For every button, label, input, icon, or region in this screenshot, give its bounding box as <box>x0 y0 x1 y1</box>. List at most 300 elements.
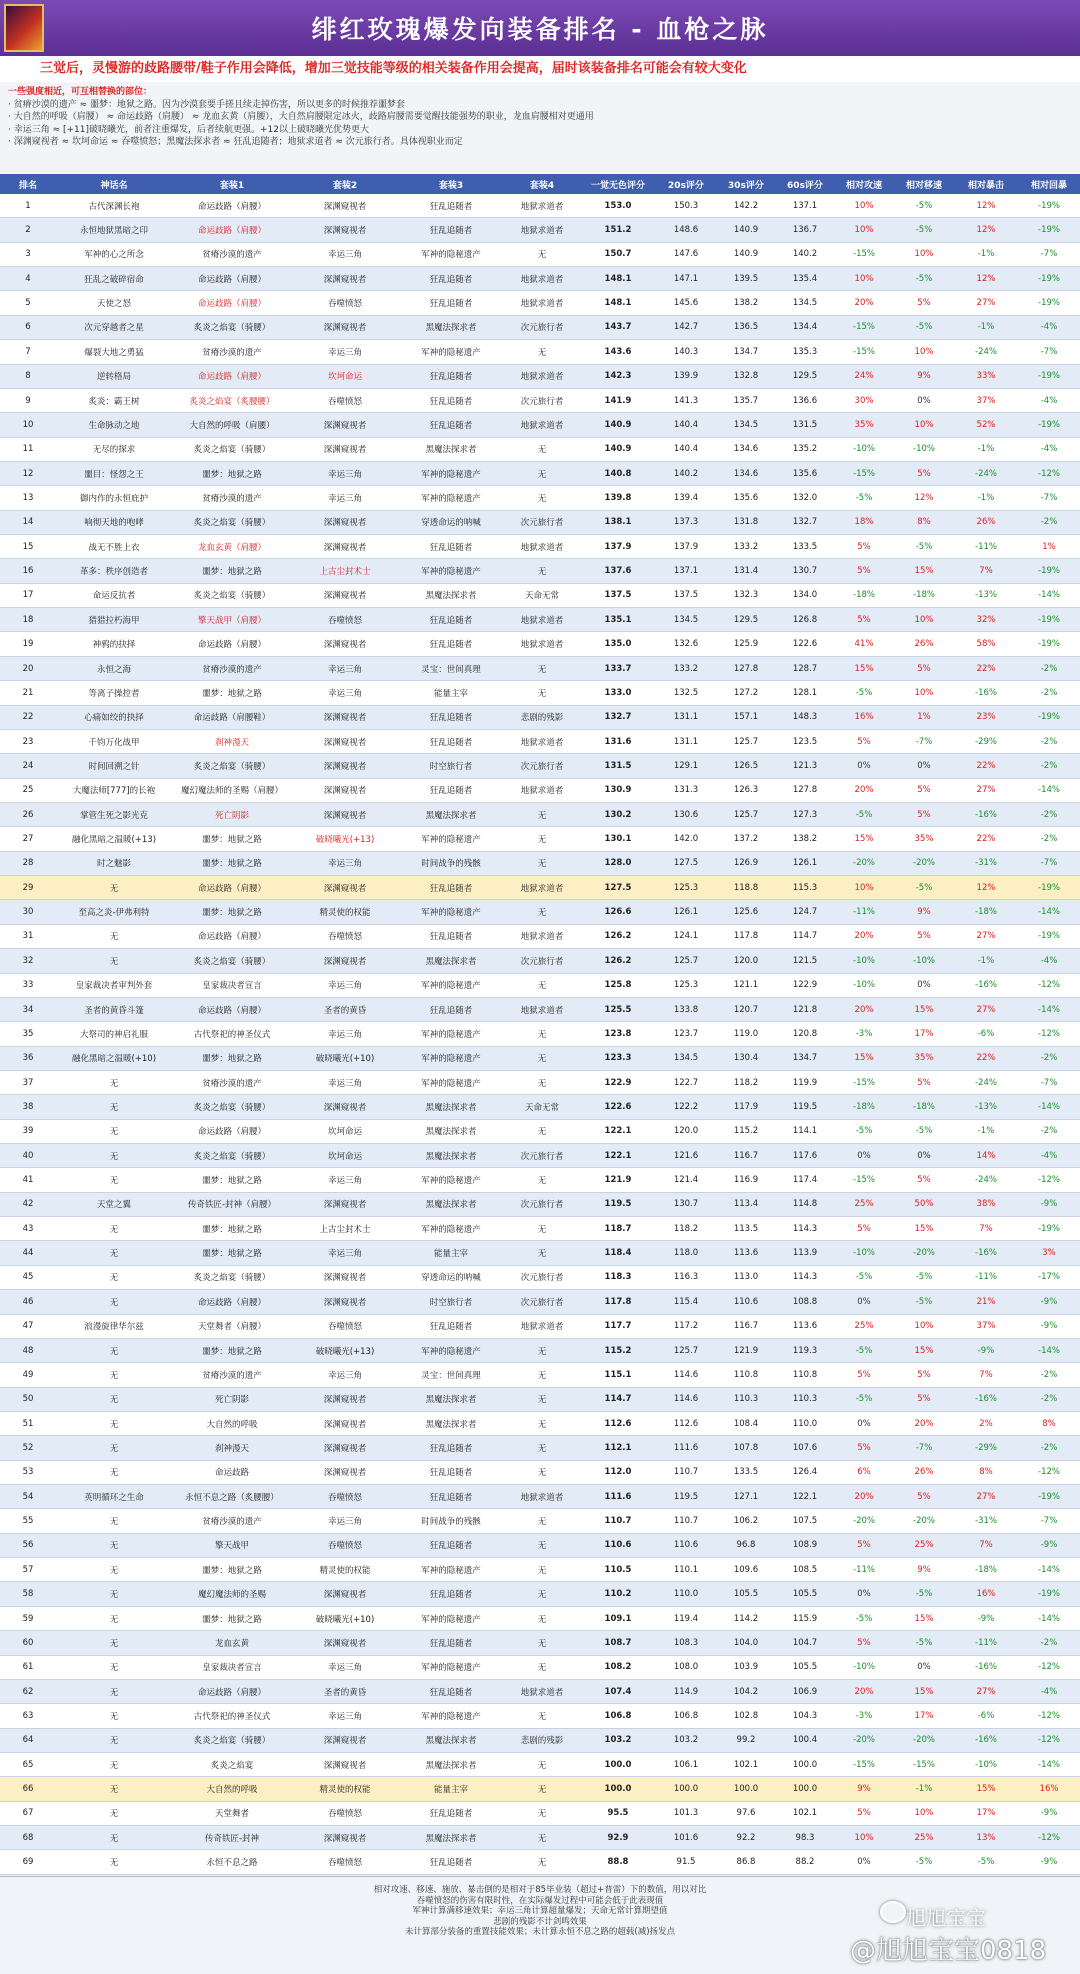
cell-score: 135.0 <box>604 639 632 650</box>
cell-score-60s: 135.3 <box>792 346 818 357</box>
cell-set2: 深渊窥视者 <box>323 445 367 456</box>
cell-score-60s: 127.8 <box>792 785 818 796</box>
cell-crit-dmg: -2% <box>1040 1369 1058 1380</box>
cell-crit-dmg: -14% <box>1038 1101 1060 1112</box>
cell-score: 112.1 <box>604 1443 632 1453</box>
cell-move-speed: -15% <box>913 1759 935 1770</box>
cell-set3: 狂乱追随者 <box>429 615 473 626</box>
cell-crit: 13% <box>976 1832 996 1843</box>
cell-score-20s: 139.4 <box>673 492 699 503</box>
table-row <box>0 1388 1080 1412</box>
cell-crit-dmg: -19% <box>1038 273 1060 284</box>
cell-set4: 次元旅行者 <box>520 1273 564 1284</box>
cell-crit-dmg: -2% <box>1040 1126 1058 1137</box>
cell-atk-speed: 6% <box>857 1467 871 1478</box>
cell-atk-speed: -20% <box>853 1735 875 1746</box>
cell-crit: 27% <box>976 298 996 309</box>
cell-score: 110.6 <box>604 1540 632 1551</box>
cell-move-speed: 10% <box>914 614 934 625</box>
cell-mythic: 永恒之海 <box>96 664 131 675</box>
table-row <box>0 1582 1080 1606</box>
cell-score: 118.7 <box>604 1223 632 1234</box>
table-row <box>0 706 1080 730</box>
cell-score-20s: 91.5 <box>676 1857 696 1868</box>
cell-set3: 狂乱追随者 <box>429 883 473 894</box>
cell-atk-speed: -20% <box>853 1516 875 1527</box>
table-row <box>0 584 1080 608</box>
cell-set3: 狂乱追随者 <box>429 1444 473 1454</box>
table-row <box>0 438 1080 462</box>
cell-crit: -9% <box>977 1345 995 1356</box>
footer-line: 吞噬愤怒的伤害有限时性，在实际爆发过程中可能会低于此表现值 <box>416 1895 664 1906</box>
cell-rank: 55 <box>22 1516 34 1527</box>
cell-set3: 黑魔法探求者 <box>425 1127 477 1138</box>
table-row <box>0 754 1080 778</box>
table-row <box>0 1290 1080 1314</box>
cell-mythic: 无 <box>109 1858 119 1869</box>
cell-score-60s: 108.9 <box>792 1540 818 1551</box>
cell-move-speed: 0% <box>917 980 931 991</box>
cell-score-60s: 133.5 <box>792 541 818 552</box>
cell-atk-speed: 10% <box>854 273 874 284</box>
cell-set4: 无 <box>537 908 547 919</box>
cell-rank: 28 <box>22 858 34 869</box>
cell-rank: 2 <box>25 225 31 236</box>
cell-atk-speed: 5% <box>857 736 871 747</box>
cell-set4: 地狱求道者 <box>520 274 564 285</box>
cell-set2: 精灵使的权能 <box>319 908 371 919</box>
cell-set2: 幸运三角 <box>327 981 362 992</box>
cell-crit-dmg: -4% <box>1040 444 1058 455</box>
cell-score: 100.0 <box>604 1759 632 1770</box>
cell-score: 114.7 <box>604 1394 632 1405</box>
cell-score-20s: 110.1 <box>673 1564 699 1575</box>
cell-crit-dmg: -2% <box>1040 517 1058 528</box>
cell-set3: 军神的隐秘遗产 <box>421 469 481 480</box>
cell-set3: 黑魔法探求者 <box>425 956 477 967</box>
cell-mythic: 爆裂大地之勇猛 <box>84 347 144 358</box>
cell-rank: 19 <box>22 639 34 650</box>
cell-crit: 12% <box>976 200 996 211</box>
cell-set3: 黑魔法探求者 <box>425 1102 477 1113</box>
cell-crit: 38% <box>976 1199 996 1210</box>
cell-score-30s: 140.9 <box>733 249 759 260</box>
cell-set3: 狂乱追随者 <box>429 713 473 724</box>
cell-score: 140.9 <box>604 419 632 430</box>
cell-crit-dmg: -4% <box>1040 1686 1058 1697</box>
cell-mythic: 军神的心之所念 <box>84 250 144 261</box>
cell-atk-speed: -15% <box>853 468 875 479</box>
cell-crit: -1% <box>977 1126 995 1137</box>
col-header-set4: 套装4 <box>529 180 555 191</box>
cell-score: 106.8 <box>604 1710 632 1721</box>
cell-crit-dmg: -19% <box>1038 566 1060 577</box>
cell-atk-speed: -10% <box>853 955 875 966</box>
cell-set3: 狂乱追随者 <box>429 274 473 285</box>
cell-score: 122.9 <box>604 1077 632 1088</box>
cell-score-20s: 110.6 <box>673 1540 699 1551</box>
cell-mythic: 无 <box>109 956 119 967</box>
cell-set2: 深渊窥视者 <box>323 1297 367 1308</box>
cell-rank: 44 <box>22 1248 34 1259</box>
cell-set1: 噩梦：地狱之路 <box>202 688 262 699</box>
cell-move-speed: -5% <box>915 1272 933 1283</box>
cell-move-speed: -10% <box>913 444 935 455</box>
cell-set1: 死亡阴影 <box>214 1395 249 1406</box>
cell-atk-speed: -15% <box>853 249 875 260</box>
cell-set3: 狂乱追随者 <box>429 1858 473 1869</box>
cell-crit-dmg: -14% <box>1038 1759 1060 1770</box>
cell-set4: 无 <box>537 1468 547 1479</box>
cell-score-20s: 140.4 <box>673 444 699 455</box>
col-header-move-speed: 相对移速 <box>905 180 942 191</box>
cell-crit-dmg: -12% <box>1038 1735 1060 1746</box>
cell-rank: 67 <box>22 1808 34 1819</box>
cell-atk-speed: 25% <box>854 1321 874 1332</box>
cell-crit-dmg: -2% <box>1040 1053 1058 1064</box>
cell-set4: 无 <box>537 1711 547 1722</box>
cell-score-60s: 140.2 <box>792 249 818 260</box>
table-row <box>0 1047 1080 1071</box>
cell-rank: 37 <box>22 1077 34 1088</box>
cell-atk-speed: 24% <box>854 371 874 382</box>
cell-mythic: 古代深渊长袍 <box>88 201 140 212</box>
cell-crit-dmg: -14% <box>1038 907 1060 918</box>
cell-crit: 37% <box>976 395 996 406</box>
cell-atk-speed: 5% <box>857 1637 871 1648</box>
cell-score-60s: 106.9 <box>792 1686 818 1697</box>
cell-score: 92.9 <box>607 1832 629 1843</box>
cell-crit: -13% <box>975 1101 997 1112</box>
cell-set3: 黑魔法探求者 <box>425 1419 477 1430</box>
cell-score-60s: 135.6 <box>792 468 818 479</box>
cell-rank: 51 <box>22 1418 34 1429</box>
footer-line: 悲剧的残影不计剑鸣效果 <box>493 1916 587 1927</box>
cell-crit: -11% <box>975 1272 997 1283</box>
cell-score: 121.9 <box>604 1175 632 1186</box>
cell-set2: 幸运三角 <box>327 1711 362 1722</box>
cell-move-speed: -7% <box>915 1443 933 1453</box>
cell-set2: 精灵使的权能 <box>319 1565 371 1576</box>
cell-set4: 无 <box>537 567 547 578</box>
cell-score-60s: 98.3 <box>795 1832 815 1843</box>
cell-set3: 军神的隐秘遗产 <box>421 1078 481 1089</box>
cell-score: 142.3 <box>604 371 632 382</box>
cell-set4: 次元旅行者 <box>520 956 564 967</box>
cell-score-30s: 134.6 <box>733 468 759 479</box>
cell-set2: 破晓曦光(+13) <box>315 1346 375 1357</box>
cell-crit-dmg: -12% <box>1038 1028 1060 1039</box>
cell-atk-speed: 10% <box>854 200 874 211</box>
cell-set3: 能量主宰 <box>433 1785 468 1796</box>
cell-set3: 狂乱追随者 <box>429 932 473 943</box>
table-row <box>0 1777 1080 1801</box>
cell-rank: 13 <box>22 492 34 503</box>
cell-move-speed: -5% <box>915 1637 933 1648</box>
cell-set2: 上古尘封术士 <box>319 567 371 578</box>
cell-crit: 27% <box>976 931 996 942</box>
cell-set1: 命运歧路（肩腰） <box>197 932 266 943</box>
cell-crit-dmg: -12% <box>1038 980 1060 991</box>
cell-set3: 狂乱追随者 <box>429 786 473 797</box>
cell-move-speed: 10% <box>914 346 934 357</box>
cell-set4: 无 <box>537 1370 547 1381</box>
cell-score: 148.1 <box>604 298 632 309</box>
cell-rank: 45 <box>22 1272 34 1283</box>
cell-score-20s: 120.0 <box>673 1126 699 1137</box>
cell-set3: 军神的隐秘遗产 <box>421 1614 481 1625</box>
cell-set1: 命运歧路（肩腰） <box>197 1297 266 1308</box>
cell-score: 150.7 <box>604 249 632 260</box>
cell-score-60s: 102.1 <box>792 1808 818 1819</box>
cell-move-speed: 10% <box>914 1808 934 1819</box>
cell-set4: 地狱求道者 <box>520 1687 564 1698</box>
cell-score-60s: 120.8 <box>792 1028 818 1039</box>
cell-set4: 地狱求道者 <box>520 372 564 383</box>
cell-atk-speed: 9% <box>857 1784 871 1795</box>
cell-crit: 7% <box>979 1369 993 1380</box>
cell-move-speed: 50% <box>914 1199 934 1210</box>
cell-set4: 无 <box>537 1590 547 1601</box>
table-row <box>0 998 1080 1022</box>
cell-crit: -31% <box>975 858 997 869</box>
cell-set3: 狂乱追随者 <box>429 737 473 748</box>
cell-score: 133.7 <box>604 663 632 674</box>
cell-set2: 圣者的黄昏 <box>323 1687 367 1698</box>
cell-set3: 穿透命运的呐喊 <box>421 1273 481 1284</box>
cell-score: 112.6 <box>604 1418 632 1429</box>
cell-rank: 3 <box>25 249 31 260</box>
cell-score: 126.2 <box>604 931 632 942</box>
cell-crit-dmg: -4% <box>1040 1150 1058 1161</box>
cell-move-speed: 1% <box>917 712 931 723</box>
cell-score: 130.2 <box>604 809 632 820</box>
cell-crit: -9% <box>977 1613 995 1624</box>
cell-set2: 深渊窥视者 <box>323 810 367 821</box>
cell-mythic: 生命脉动之地 <box>88 420 140 431</box>
cell-set4: 无 <box>537 1395 547 1406</box>
cell-move-speed: -5% <box>915 1589 933 1600</box>
cell-score-60s: 130.7 <box>792 566 818 577</box>
cell-set3: 狂乱追随者 <box>429 1322 473 1333</box>
cell-set4: 无 <box>537 1833 547 1844</box>
cell-score-30s: 100.0 <box>733 1784 759 1795</box>
cell-set4: 无 <box>537 1565 547 1576</box>
cell-set2: 深渊窥视者 <box>323 542 367 553</box>
cell-score: 126.6 <box>604 907 632 918</box>
cell-set1: 命运歧路（肩腰） <box>197 1127 266 1138</box>
cell-set2: 深渊窥视者 <box>323 591 367 602</box>
cell-score-30s: 127.2 <box>733 687 759 698</box>
cell-set2: 坎坷命运 <box>327 372 362 383</box>
cell-set4: 地狱求道者 <box>520 542 564 553</box>
cell-set1: 古代祭祀的神圣仪式 <box>193 1029 271 1040</box>
cell-crit-dmg: -9% <box>1040 1808 1058 1819</box>
cell-score-20s: 130.6 <box>673 809 699 820</box>
cell-score: 108.7 <box>604 1637 632 1648</box>
cell-set3: 军神的隐秘遗产 <box>421 1711 481 1722</box>
cell-score-60s: 114.3 <box>792 1223 818 1234</box>
table-row <box>0 1241 1080 1265</box>
cell-atk-speed: 5% <box>857 566 871 577</box>
cell-crit: 27% <box>976 1004 996 1015</box>
cell-set4: 无 <box>537 859 547 870</box>
cell-move-speed: 25% <box>914 1832 934 1843</box>
cell-set2: 坎坷命运 <box>327 1127 362 1138</box>
cell-set3: 军神的隐秘遗产 <box>421 1346 481 1357</box>
cell-score: 132.7 <box>604 712 632 723</box>
cell-score: 109.1 <box>604 1613 632 1624</box>
cell-set2: 上古尘封术士 <box>319 1224 371 1235</box>
cell-score-20s: 132.5 <box>673 687 699 698</box>
cell-score: 123.3 <box>604 1053 632 1064</box>
cell-crit-dmg: -7% <box>1040 1077 1058 1088</box>
cell-mythic: 千钧万化战甲 <box>88 737 140 748</box>
cell-set2: 吞噬愤怒 <box>327 1322 362 1333</box>
cell-set3: 灵宝：世间真理 <box>421 664 481 675</box>
cell-score: 130.1 <box>604 834 632 845</box>
cell-mythic: 无 <box>109 883 119 894</box>
cell-mythic: 无 <box>109 1444 119 1454</box>
cell-move-speed: 5% <box>917 1491 931 1502</box>
cell-set1: 噩梦：地狱之路 <box>202 908 262 919</box>
cell-crit: 37% <box>976 1321 996 1332</box>
cell-set3: 时间战争的残骸 <box>421 859 481 870</box>
table-row <box>0 900 1080 924</box>
cell-set3: 黑魔法探求者 <box>425 1151 477 1162</box>
cell-set4: 无 <box>537 664 547 675</box>
cell-set1: 贫瘠沙漠的遗产 <box>202 250 262 261</box>
cell-set1: 命运歧路（肩腰） <box>197 640 266 651</box>
cell-set1: 命运歧路（肩腰） <box>197 299 266 310</box>
cell-score-20s: 125.7 <box>673 1345 699 1356</box>
cell-crit-dmg: -12% <box>1038 1467 1060 1478</box>
cell-mythic: 无 <box>109 1395 119 1406</box>
cell-crit: 8% <box>979 1467 993 1478</box>
cell-atk-speed: 0% <box>857 1418 871 1429</box>
cell-set1: 命运歧路 <box>214 1468 249 1479</box>
table-row <box>0 730 1080 754</box>
cell-crit: 22% <box>976 834 996 845</box>
cell-set2: 吞噬愤怒 <box>327 396 362 407</box>
cell-set3: 狂乱追随者 <box>429 299 473 310</box>
cell-crit: 26% <box>976 517 996 528</box>
cell-set4: 地狱求道者 <box>520 615 564 626</box>
cell-set4: 无 <box>537 1419 547 1430</box>
cell-rank: 22 <box>22 712 34 723</box>
cell-crit-dmg: -12% <box>1038 1710 1060 1721</box>
cell-set4: 无 <box>537 810 547 821</box>
cell-mythic: 无 <box>109 1249 119 1260</box>
cell-atk-speed: 20% <box>854 785 874 796</box>
cell-set1: 命运歧路（肩腰） <box>197 201 266 212</box>
cell-atk-speed: 0% <box>857 1589 871 1600</box>
cell-set3: 狂乱追随者 <box>429 1005 473 1016</box>
cell-move-speed: 15% <box>914 1686 934 1697</box>
cell-rank: 60 <box>22 1637 34 1648</box>
cell-score-30s: 121.9 <box>733 1345 759 1356</box>
cell-set2: 幸运三角 <box>327 469 362 480</box>
cell-score: 131.5 <box>604 760 632 771</box>
cell-set4: 次元旅行者 <box>520 1297 564 1308</box>
cell-set1: 刹神漫天 <box>214 737 249 748</box>
cell-set1: 命运歧路（肩腰） <box>197 372 266 383</box>
cell-rank: 58 <box>22 1589 34 1600</box>
cell-atk-speed: 5% <box>857 1540 871 1551</box>
cell-set4: 无 <box>537 1444 547 1454</box>
cell-set1: 炙炎之焰宴（骑腰） <box>193 1273 271 1284</box>
cell-score: 143.6 <box>604 346 632 357</box>
cell-score-60s: 126.8 <box>792 614 818 625</box>
table-row <box>0 1656 1080 1680</box>
cell-set3: 军神的隐秘遗产 <box>421 908 481 919</box>
cell-score-60s: 124.7 <box>792 907 818 918</box>
cell-mythic: 无 <box>109 1346 119 1357</box>
cell-set3: 黑魔法探求者 <box>425 1736 477 1747</box>
col-header-60s: 60s评分 <box>787 180 823 191</box>
cell-score-30s: 135.7 <box>733 395 759 406</box>
cell-score-30s: 121.1 <box>733 980 759 991</box>
cell-crit-dmg: -12% <box>1038 1832 1060 1843</box>
cell-crit: 17% <box>976 1808 996 1819</box>
cell-set1: 炙炎之焰宴 <box>210 1760 254 1771</box>
cell-set4: 地狱求道者 <box>520 1005 564 1016</box>
cell-crit: -13% <box>975 590 997 601</box>
cell-atk-speed: 10% <box>854 882 874 893</box>
cell-move-speed: -1% <box>915 1784 933 1795</box>
cell-score-20s: 140.3 <box>673 346 699 357</box>
cell-set1: 传奇铁匠-封神 <box>204 1833 260 1844</box>
cell-score: 118.4 <box>604 1248 632 1259</box>
table-row <box>0 1826 1080 1850</box>
cell-mythic: 无 <box>109 1224 119 1235</box>
cell-score-60s: 135.2 <box>792 444 818 455</box>
cell-score: 123.8 <box>604 1028 632 1039</box>
note-line: · 贫瘠沙漠的遗产 ≈ 噩梦：地狱之路。因为沙漠套要手搓且续走掉伤害，所以更多的时候推荐噩梦套 <box>8 99 405 110</box>
table-row <box>0 365 1080 389</box>
cell-score-20s: 121.4 <box>673 1175 699 1186</box>
cell-crit: -24% <box>975 1175 997 1186</box>
cell-set2: 幸运三角 <box>327 1370 362 1381</box>
cell-mythic: 融化黑暗之温暖(+10) <box>71 1054 157 1065</box>
cell-move-speed: 12% <box>914 492 934 503</box>
cell-atk-speed: -10% <box>853 980 875 991</box>
table-row <box>0 779 1080 803</box>
cell-set2: 破晓曦光(+10) <box>315 1614 375 1625</box>
cell-rank: 27 <box>22 834 34 845</box>
cell-mythic: 次元穿越者之星 <box>84 323 144 334</box>
cell-set3: 军神的隐秘遗产 <box>421 1224 481 1235</box>
cell-score-60s: 107.5 <box>792 1516 818 1527</box>
cell-set3: 黑魔法探求者 <box>425 1833 477 1844</box>
cell-move-speed: -18% <box>913 1101 935 1112</box>
cell-crit-dmg: -19% <box>1038 200 1060 211</box>
cell-set3: 军神的隐秘遗产 <box>421 1054 481 1065</box>
cell-score-30s: 140.9 <box>733 225 759 236</box>
cell-mythic: 至高之炎-伊弗利特 <box>78 908 150 919</box>
cell-score-60s: 129.5 <box>792 371 818 382</box>
cell-score-60s: 114.1 <box>792 1126 818 1137</box>
cell-set4: 次元旅行者 <box>520 396 564 407</box>
cell-score: 151.2 <box>604 225 632 236</box>
cell-set1: 炙炎之焰宴（炙腰腰） <box>189 396 275 407</box>
cell-crit-dmg: -12% <box>1038 1662 1060 1673</box>
cell-mythic: 大魔法师[777]的长袍 <box>72 786 156 797</box>
cell-score-30s: 138.2 <box>733 298 759 309</box>
cell-crit: 52% <box>976 419 996 430</box>
cell-rank: 20 <box>22 663 34 674</box>
cell-mythic: 心痛如绞的抉择 <box>84 713 144 724</box>
